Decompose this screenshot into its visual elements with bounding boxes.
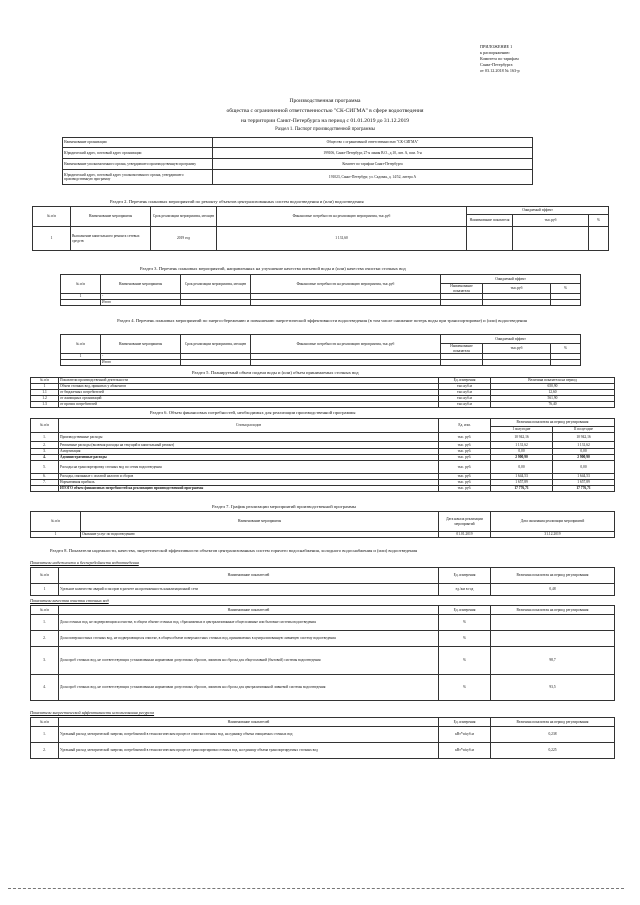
cell-end: 31.12.2019 [491, 532, 615, 538]
cell-unit: тыс.куб.м [439, 396, 491, 402]
cell-unit: кВт*ч/куб.м [439, 727, 491, 743]
cell-name: Удельный расход электрической энергии, потребляемой в технологическом процессе очистки сточных вод, на единицу объема очищаемых сточных вод [59, 727, 439, 743]
cell-num: 2. [31, 743, 59, 759]
attachment-line: ПРИЛОЖЕНИЕ 1 [480, 44, 513, 49]
document-subtitle: общества с ограниченной ответственностью "СК-СИГМА" в сфере водоотведения [226, 108, 424, 114]
cell-unit: % [439, 647, 491, 675]
section7-table [30, 511, 615, 538]
table-row [31, 647, 615, 675]
section4-title: Раздел 4. Перечень плановых мероприятий по энергосбережению и повышению энергетической эффективности водоотведения (в том числе снижение потерь воды при транспортировке) и (или) водоотведения [117, 318, 527, 323]
cell-num: 1. [31, 433, 59, 442]
cell-num: 5. [31, 461, 59, 474]
col-term: Срок реализации мероприятия, месяцев [181, 335, 251, 354]
cell-num: 3. [31, 647, 59, 675]
table-row [31, 442, 615, 449]
document-title: Производственная программа [289, 98, 361, 104]
cell-unit: тыс. руб. [439, 474, 491, 480]
cell-v2: 1 657,89 [553, 480, 615, 486]
cell-v2: 2 900,90 [553, 455, 615, 461]
cell-unit: ед./км в год [439, 584, 491, 596]
cell-name: Производственные расходы [59, 433, 439, 442]
table-header-row [61, 335, 581, 344]
table-header-row [31, 512, 615, 532]
cell-eff-unit [513, 227, 589, 251]
cell-name: - [101, 294, 181, 300]
cell-num: 1. [31, 615, 59, 631]
col-effect: Ожидаемый эффект [467, 207, 609, 215]
cell-value [491, 615, 615, 631]
cell-name: Доля поверхностных сточных вод, не подвергающихся очистке, в общем объеме поверхностных сточных вод, принимаемых в централизованную ливневую систему водоотведения [59, 631, 439, 647]
passport-label: Наименование уполномоченного органа, утвердившего производственную программу [63, 159, 213, 170]
cell-eff-pct [589, 227, 609, 251]
reliability-table [30, 567, 615, 596]
cell-name: Оказание услуг по водоотведению [81, 532, 439, 538]
cell-num: 2. [31, 631, 59, 647]
quality-table [30, 605, 615, 701]
col-term: Срок реализации мероприятия, месяцев [151, 207, 217, 227]
cell-v2: 1 644,53 [553, 474, 615, 480]
cell-num: 4. [31, 455, 59, 461]
cell-name: Расходы на транспортировку сточных вод по сетям водоотведения [59, 461, 439, 474]
col-name: Показатели производственной деятельности [59, 378, 439, 384]
cell-name: Административные расходы [59, 455, 439, 461]
cell-num: 2. [31, 442, 59, 449]
col-eff-unit: тыс.руб [483, 284, 551, 294]
attachment-line: Комитета по тарифам [480, 56, 519, 61]
col-num: № п/п [61, 335, 101, 354]
cell-name: Доля проб сточных вод, не соответствующих установленным нормативам допустимых сбросов, лимитам на сбросы для общесплавной (бытовой) системы водоотведения [59, 647, 439, 675]
cell-num: 1 [31, 584, 59, 596]
cell-eff-name [467, 227, 513, 251]
cell-value: 98,7 [491, 647, 615, 675]
col-unit: Ед. измерения [439, 378, 491, 384]
col-end: Дата окончания реализации мероприятий [491, 512, 615, 532]
cell-num: 1 [61, 294, 101, 300]
group2-title: Показатели качества очистки сточных вод [30, 598, 109, 603]
cell-name: Доля проб сточных вод, не соответствующих установленным нормативам допустимых сбросов, лимитам на сбросы для централизованной ливневой системы водоотведения [59, 675, 439, 701]
cell-name: Удельное количество аварий и засоров в расчете на протяженность канализационной сети [59, 584, 439, 596]
cell-name: Нормативная прибыль [59, 480, 439, 486]
cell-value [491, 631, 615, 647]
col-eff-pct: % [551, 344, 581, 354]
col-value: Величина показателя на период регулирования [491, 718, 615, 727]
table-row [31, 743, 615, 759]
cell-v2: 1 131,62 [553, 442, 615, 449]
cell-num: 1.2 [31, 396, 59, 402]
cell-num: 1 [33, 227, 71, 251]
table-header-row [31, 718, 615, 727]
energy-table [30, 717, 615, 759]
cell-name: Итого [101, 300, 181, 306]
table-header-row [61, 275, 581, 284]
cell-num [61, 300, 101, 306]
cell-name: от жилищных организаций [59, 396, 439, 402]
table-row [33, 227, 609, 251]
table-row [61, 360, 581, 366]
col-eff-pct: % [551, 284, 581, 294]
cell-unit: кВт*ч/куб.м [439, 743, 491, 759]
cell-unit: тыс. руб. [439, 461, 491, 474]
section2-table [32, 206, 609, 251]
section3-title: Раздел 3. Перечень плановых мероприятий, направленных на улучшение качества питьевой воды и (или) качества очистки сточных вод [140, 266, 406, 271]
attachment-line: Санкт-Петербурга [480, 62, 513, 67]
group1-title: Показатели надежности и бесперебойности водоотведения [30, 560, 139, 565]
passport-label: Юридический адрес, почтовый адрес организации [63, 148, 213, 159]
section5-table [30, 377, 615, 408]
cell-num: 7. [31, 480, 59, 486]
col-unit: Ед. измерения [439, 606, 491, 615]
table-row [31, 584, 615, 596]
cell-unit: тыс.куб.м [439, 390, 491, 396]
col-unit: Ед. измерения [439, 568, 491, 584]
col-need: Финансовые потребности на реализацию мероприятия, тыс.руб [217, 207, 467, 227]
cell-name: Доля сточных вод, не подвергающихся очистке, в общем объеме сточных вод, сбрасываемых в централизованные общесплавные или бытовые системы водоотведения [59, 615, 439, 631]
col-eff-name: Наименование показателя [441, 344, 483, 354]
cell-unit: тыс.куб.м [439, 384, 491, 390]
cell-term: 2019 год [151, 227, 217, 251]
col-num: № п/п [31, 718, 59, 727]
cell-value: 650,90 [491, 384, 615, 390]
table-row [31, 727, 615, 743]
table-header-row [31, 606, 615, 615]
col-name: Статьи расходов [59, 419, 439, 433]
col-num: № п/п [31, 568, 59, 584]
cell-name: - [101, 354, 181, 360]
cell-unit: тыс. руб. [439, 449, 491, 455]
table-header-row [31, 419, 615, 427]
col-num: № п/п [33, 207, 71, 227]
attachment-line: к распоряжению [480, 50, 510, 55]
cell-v1: 10 942,16 [491, 433, 553, 442]
section2-title: Раздел 2. Перечень плановых мероприятий по ремонту объектов централизованных систем водоотведения и (или) водоотведения [110, 199, 364, 204]
col-name: Наименование показателей [59, 718, 439, 727]
cell-unit: тыс. руб. [439, 480, 491, 486]
col-unit: Ед. изм. [439, 419, 491, 433]
col-eff-unit: тыс.руб [483, 344, 551, 354]
cell-v2: 0,00 [553, 449, 615, 455]
col-effect: Ожидаемый эффект [441, 275, 581, 284]
cell-v1: 0,00 [491, 461, 553, 474]
col-value: Величина показателя на период [491, 378, 615, 384]
col-num: № п/п [31, 378, 59, 384]
col-start: Дата начала реализации мероприятий [439, 512, 491, 532]
table-row [63, 138, 533, 148]
cell-unit: тыс. руб. [439, 486, 491, 492]
col-name: Наименование мероприятия [81, 512, 439, 532]
cell-name: Амортизация [59, 449, 439, 455]
cell-value: 0,225 [491, 743, 615, 759]
cell-value: 0,238 [491, 727, 615, 743]
col-eff-name: Наименование показателя [441, 284, 483, 294]
cell-v1: 1 131,62 [491, 442, 553, 449]
group3-title: Показатели энергетической эффективности использования ресурсов [30, 710, 155, 715]
table-header-row [33, 207, 609, 215]
col-name: Наименование мероприятия [101, 335, 181, 354]
cell-unit: тыс. руб. [439, 455, 491, 461]
cell-v1: 17 776,71 [491, 486, 553, 492]
cell-need: 1 131,60 [217, 227, 467, 251]
cell-num: 6. [31, 474, 59, 480]
table-header-row [31, 568, 615, 584]
cell-num [61, 360, 101, 366]
table-row [63, 159, 533, 170]
table-row [63, 170, 533, 185]
col-eff-name: Наименование показателя [467, 215, 513, 227]
passport-label: Наименование организации [63, 138, 213, 148]
col-eff-pct: % [589, 215, 609, 227]
cell-unit: тыс. руб. [439, 442, 491, 449]
col-need: Финансовые потребности на реализацию мероприятия, тыс.руб [251, 275, 441, 294]
cell-start: 01.01.2019 [439, 532, 491, 538]
passport-value: Общество с ограниченной ответственностью "СК-СИГМА" [213, 138, 533, 148]
cell-name: Итого [101, 360, 181, 366]
cell-num: 4. [31, 675, 59, 701]
cell-v2: 17 776,71 [553, 486, 615, 492]
section4-table [60, 334, 581, 366]
cell-value: 561,90 [491, 396, 615, 402]
cell-unit: % [439, 615, 491, 631]
cell-v1: 0,00 [491, 449, 553, 455]
cell-unit: тыс.куб.м [439, 402, 491, 408]
col-name: Наименование показателей [59, 606, 439, 615]
cell-v1: 1 644,53 [491, 474, 553, 480]
table-row [31, 532, 615, 538]
col-value: Величина показателя на период регулирования [491, 606, 615, 615]
cell-name: Выполнение капитального ремонта сетевых средств [71, 227, 151, 251]
table-row [31, 402, 615, 408]
col-term: Срок реализации мероприятия, месяцев [181, 275, 251, 294]
section5-title: Раздел 5. Планируемый объем подачи воды и (или) объем принимаемых сточных вод [192, 370, 359, 375]
cell-value: 76,40 [491, 402, 615, 408]
passport-value: Комитет по тарифам Санкт-Петербурга [213, 159, 533, 170]
cell-value: 0,48 [491, 584, 615, 596]
cell-unit: % [439, 631, 491, 647]
passport-value: 199106, Санкт-Петербург, 27-я линия В.О., д.10, лит. А, пом. 5-н [213, 148, 533, 159]
col-num: № п/п [61, 275, 101, 294]
cell-num [31, 486, 59, 492]
cell-num: 3. [31, 449, 59, 455]
col-eff-unit: тыс.руб [513, 215, 589, 227]
cell-num: 1.3 [31, 402, 59, 408]
cell-value: 93,5 [491, 675, 615, 701]
cell-name: Расходы, связанные с оплатой налогов и сборов [59, 474, 439, 480]
col-period: Величина показателя на период регулирования [491, 419, 615, 427]
table-row [31, 433, 615, 442]
section6-title: Раздел 6. Объем финансовых потребностей, необходимых для реализации производственной программы [150, 410, 356, 415]
passport-value: 191023, Санкт-Петербург, ул. Садовая, д. 14/52, литера А [213, 170, 533, 185]
table-row [31, 615, 615, 631]
col-num: № п/п [31, 606, 59, 615]
col-need: Финансовые потребности на реализацию мероприятия, тыс.руб [251, 335, 441, 354]
cell-v2: 10 942,16 [553, 433, 615, 442]
table-row [31, 461, 615, 474]
section6-table [30, 418, 615, 492]
col-effect: Ожидаемый эффект [441, 335, 581, 344]
cell-name: от прочих потребителей [59, 402, 439, 408]
col-value: Величина показателя на период регулирования [491, 568, 615, 584]
passport-table [62, 137, 533, 185]
table-row [31, 486, 615, 492]
cell-num: 1 [31, 532, 81, 538]
col-name: Наименование показателей [59, 568, 439, 584]
col-h1: I полугодие [491, 427, 553, 433]
cell-num: 1.1 [31, 390, 59, 396]
col-h2: II полугодие [553, 427, 615, 433]
cell-num: 1. [31, 727, 59, 743]
cell-v1: 1 657,89 [491, 480, 553, 486]
col-name: Наименование мероприятия [101, 275, 181, 294]
scan-edge-line [8, 888, 624, 889]
attachment-line: от 03.12.2018 № 163-р [480, 68, 520, 73]
cell-v1: 2 900,90 [491, 455, 553, 461]
table-row [31, 675, 615, 701]
col-num: № п/п [31, 419, 59, 433]
cell-num: 1 [61, 354, 101, 360]
cell-v2: 0,00 [553, 461, 615, 474]
table-row [63, 148, 533, 159]
section7-title: Раздел 7. График реализации мероприятий производственной программы [212, 504, 356, 509]
cell-value: 12,60 [491, 390, 615, 396]
cell-unit: тыс. руб. [439, 433, 491, 442]
cell-name: Удельный расход электрической энергии, потребляемой в технологическом процессе транспортировки сточных вод, на единицу объема транспортируемых сточных вод [59, 743, 439, 759]
cell-name: ИТОГО объем финансовых потребностей на реализацию производственной программы [59, 486, 439, 492]
col-unit: Ед. измерения [439, 718, 491, 727]
passport-label: Юридический адрес, почтовый адрес уполномоченного органа, утвердившего производственную программу [63, 170, 213, 185]
section1-title: Раздел 1. Паспорт производственной программы [275, 127, 375, 132]
cell-unit: % [439, 675, 491, 701]
section3-table [60, 274, 581, 306]
attachment-note [480, 44, 630, 74]
table-row [61, 300, 581, 306]
cell-num: 1 [31, 384, 59, 390]
table-row [31, 631, 615, 647]
section8-title: Раздел 8. Показатели надежности, качества, энергетической эффективности объектов централизованных систем горячего водоснабжения, холодного водоснабжения и (или) водоотведения [50, 548, 418, 553]
col-num: № п/п [31, 512, 81, 532]
document-period: на территории Санкт-Петербурга на период с 01.01.2019 до 31.12.2019 [240, 118, 410, 124]
cell-name: Объем сточных вод, принятых у абонентов [59, 384, 439, 390]
col-name: Наименование мероприятия [71, 207, 151, 227]
cell-name: Ремонтные расходы (включая расходы на текущий и капитальный ремонт) [59, 442, 439, 449]
cell-name: от бюджетных потребителей [59, 390, 439, 396]
